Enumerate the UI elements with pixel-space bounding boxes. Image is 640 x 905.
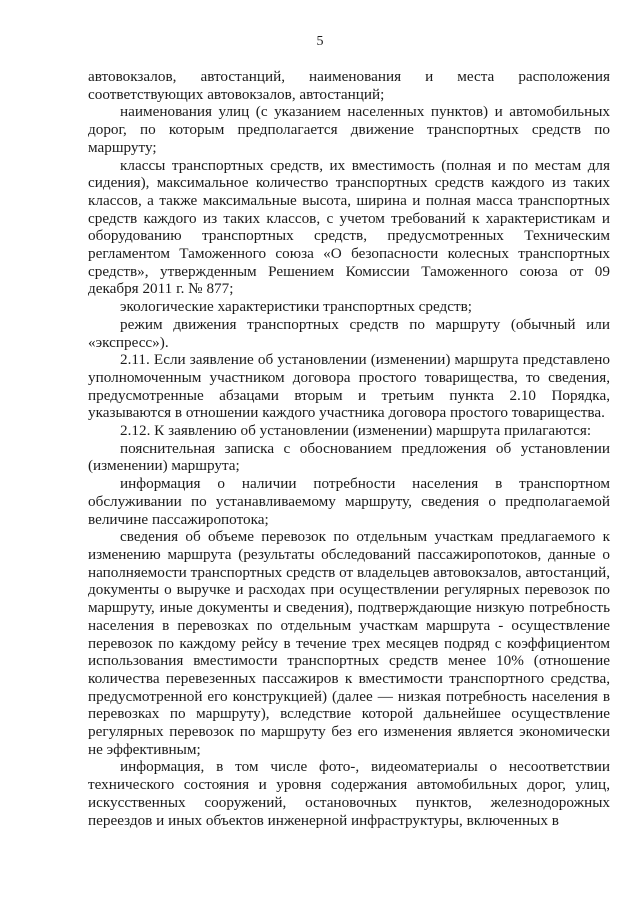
paragraph-population-demand: информация о наличии потребности населения в транспортном обслуживании по устанавливаемому маршруту, сведения о предполагаемой величине пассажиропотока;	[88, 475, 610, 528]
page-number: 5	[316, 34, 324, 49]
paragraph-photo-video-materials: информация, в том числе фото-, видеоматериалы о несоответствии технического состояния и уровня содержания автомобильных дорог, улиц, искусственных сооружений, остановочных пунктов, железнодорожных переездов и иных объектов инженерной инфраструктуры, включенных в	[88, 758, 610, 829]
paragraph-traffic-mode: режим движения транспортных средств по маршруту (обычный или «экспресс»).	[88, 315, 610, 351]
paragraph-explanatory-note: пояснительная записка с обоснованием предложения об установлении (изменении) маршрута;	[88, 439, 610, 475]
document-body	[88, 68, 610, 829]
paragraph-transport-volume: сведения об объеме перевозок по отдельным участкам предлагаемого к изменению маршрута (результаты обследований пассажиропотоков, данные о наполняемости транспортных средств от владельцев автовокзалов, автостанций, документы о выручке и расходах при осуществлении регулярных перевозок по маршруту, иные документы и сведения), подтверждающие низкую потребность населения в перевозках по отдельным участкам маршрута - осуществление перевозок по каждому рейсу в течение трех месяцев подряд с коэффициентом использования вместимости транспортных средств менее 10% (отношение количества перевезенных пассажиров к вместимости транспортного средства, предусмотренной его конструкцией) (далее — низкая потребность населения в перевозках по маршруту), вследствие которой дальнейшее осуществление регулярных перевозок по маршруту без его изменения является экономически не эффективным;	[88, 528, 610, 758]
paragraph-clause-2-12: 2.12. К заявлению об установлении (изменении) маршрута прилагаются:	[120, 422, 592, 440]
paragraph-vehicle-classes: классы транспортных средств, их вместимость (полная и по местам для сидения), максимальное количество транспортных средств каждого из таких классов, а также максимальные высота, ширина и полная масса транспортных средств каждого из таких классов, с учетом требований к характеристикам и оборудованию транспортных средств, предусмотренных Техническим регламентом Таможенного союза «О безопасности колесных транспортных средств», утвержденным Решением Комиссии Таможенного союза от 09 декабря 2011 г. № 877;	[88, 156, 610, 298]
paragraph-ecological-characteristics: экологические характеристики транспортных средств;	[120, 298, 473, 316]
paragraph-street-names: наименования улиц (с указанием населенных пунктов) и автомобильных дорог, по которым предполагается движение транспортных средств по маршруту;	[88, 103, 610, 156]
paragraph-continuation: автовокзалов, автостанций, наименования и места расположения соответствующих автовокзалов, автостанций;	[88, 68, 610, 103]
paragraph-clause-2-11: 2.11. Если заявление об установлении (изменении) маршрута представлено уполномоченным участником договора простого товарищества, то сведения, предусмотренные абзацами вторым и третьим пункта 2.10 Порядка, указываются в отношении каждого участника договора простого товарищества.	[88, 351, 610, 422]
